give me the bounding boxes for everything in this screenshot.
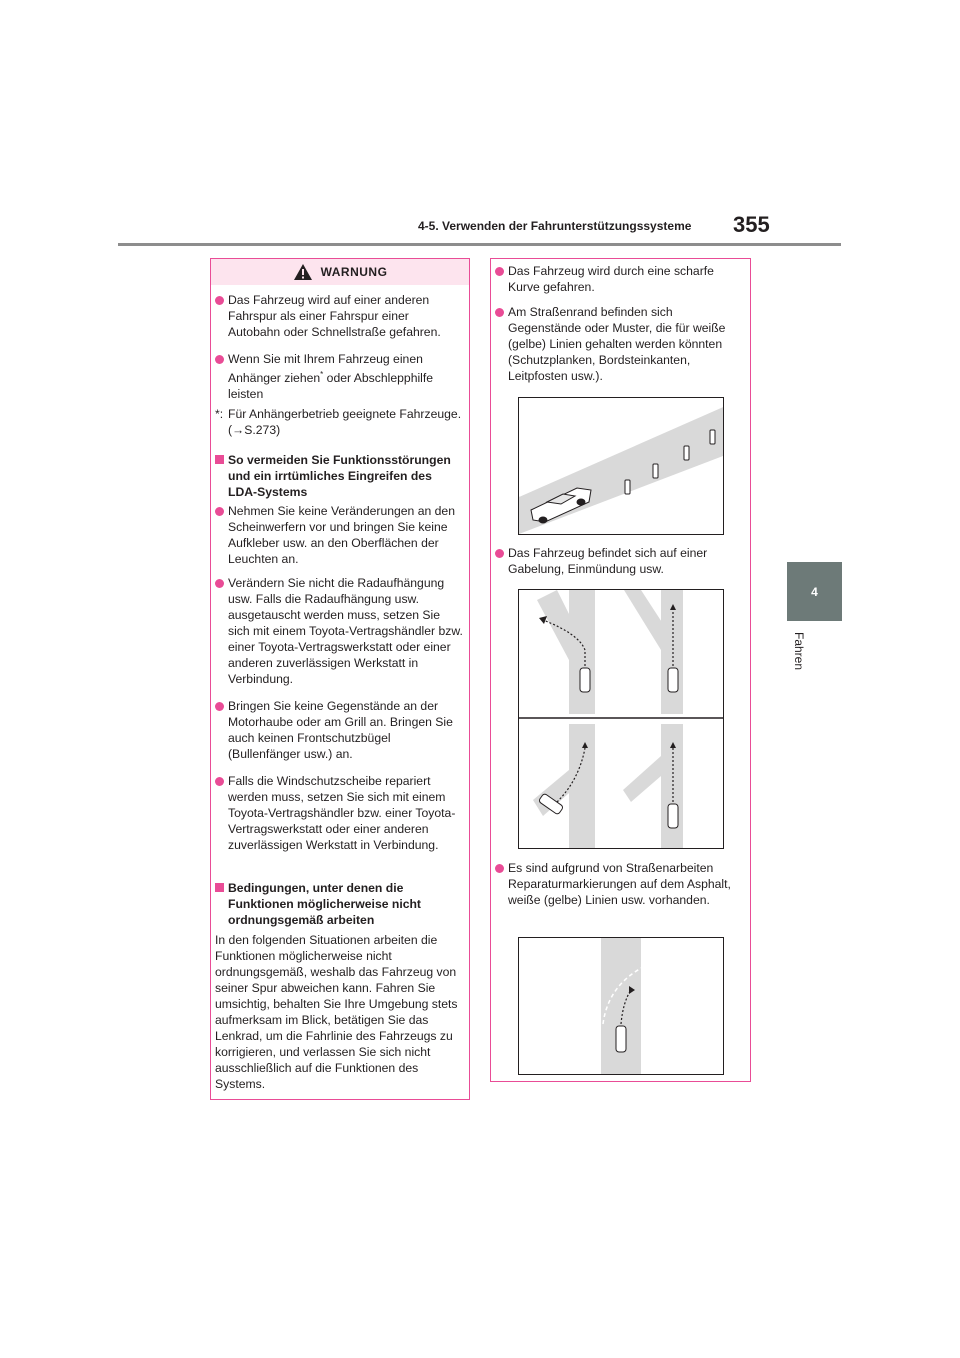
list-item: Bringen Sie keine Gegenstände an der Motorhaube oder am Grill an. Bringen Sie auch keinen Frontschutzbügel (Bullenfänger usw.) an. [215,698,463,762]
list-item: Das Fahrzeug wird durch eine scharfe Kurve gefahren. [495,263,743,295]
warning-box [210,258,470,1100]
list-item: Das Fahrzeug befindet sich auf einer Gabelung, Einmündung usw. [495,545,743,577]
square-bullet-icon [215,883,224,892]
figure-junctions [518,589,724,849]
section-title: 4-5. Verwenden der Fahrunterstützungssysteme [418,219,692,233]
list-item: Nehmen Sie keine Veränderungen an den Scheinwerfern vor und bringen Sie keine Aufkleber usw. an den Oberflächen der Leuchten an. [215,503,463,567]
list-item: Das Fahrzeug wird auf einer anderen Fahrspur als einer Fahrspur einer Autobahn oder Schnellstraße gefahren. [215,292,463,340]
chapter-number: 4 [811,584,818,599]
list-item: Wenn Sie mit Ihrem Fahrzeug einen Anhänger ziehen* oder Abschlepphilfe leisten [215,351,463,402]
bullet-icon [215,702,224,711]
junction-illustration [519,590,723,848]
list-item: Falls die Windschutzscheibe repariert werden muss, setzen Sie sich mit einem Toyota-Vertragshändler bzw. einer Toyota-Vertragswerkstatt oder einer anderen zuverlässigen Werkstatt in Verbindung. [215,773,463,853]
warning-box-continued [490,258,751,1082]
figure-repair-markings [518,937,724,1075]
bullet-icon [495,267,504,276]
section-heading: So vermeiden Sie Funktionsstörungen und ein irrtümliches Eingreifen des LDA-Systems [215,452,463,500]
warning-header [211,259,469,285]
bullet-icon [215,296,224,305]
bullet-icon [215,355,224,364]
chapter-tab [787,562,842,621]
bullet-icon [215,579,224,588]
bullet-icon [495,864,504,873]
warning-title: WARNUNG [320,265,388,279]
section-heading: Bedingungen, unter denen die Funktionen möglicherweise nicht ordnungsgemäß arbeiten [215,880,463,928]
bullet-icon [495,549,504,558]
page-number: 355 [733,212,770,237]
header-divider [118,243,841,246]
bullet-icon [215,507,224,516]
bullet-icon [215,777,224,786]
list-item: Es sind aufgrund von Straßenarbeiten Reparaturmarkierungen auf dem Asphalt, weiße (gelbe) Linien usw. vorhanden. [495,860,743,908]
repair-markings-illustration [519,938,723,1074]
chapter-label: Fahren [792,632,806,671]
road-posts-illustration [519,398,723,534]
list-item: Verändern Sie nicht die Radaufhängung usw. Falls die Radaufhängung usw. ausgetauscht werden muss, setzen Sie sich mit einem Toyota-Vertragshändler bzw. einer Toyota-Vertragswerkstatt oder einer anderen zuverlässigen Werkstatt in Verbindung. [215,575,463,687]
list-item: Am Straßenrand befinden sich Gegenstände oder Muster, die für weiße (gelbe) Linien gehalten werden könnten (Schutzplanken, Bordsteinkanten, Leitpfosten usw.). [495,304,743,384]
square-bullet-icon [215,455,224,464]
figure-road-posts [518,397,724,535]
warning-triangle-icon [293,263,313,281]
paragraph: In den folgenden Situationen arbeiten die Funktionen möglicherweise nicht ordnungsgemäß, weshalb das Fahrzeug von seiner Spur abweichen kann. Fahren Sie umsichtig, behalten Sie Ihre Umgebung stets aufmerksam im Blick, betätigen Sie das Lenkrad, um die Fahrlinie des Fahrzeugs zu korrigieren, und verlassen Sie sich nicht ausschließlich auf die Funktionen des Systems. [215,933,458,1091]
footnote: *: Für Anhängerbetrieb geeignete Fahrzeuge. (→S.273) [215,407,462,437]
bullet-icon [495,308,504,317]
